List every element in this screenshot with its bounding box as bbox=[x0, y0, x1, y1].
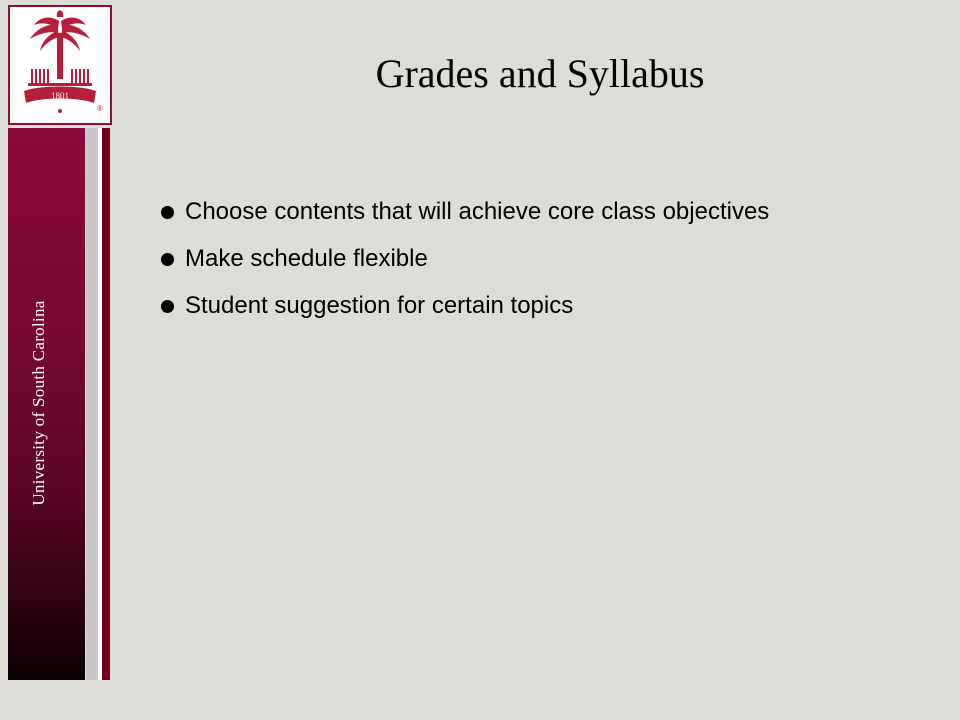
institution-name: University of South Carolina bbox=[29, 300, 48, 506]
svg-text:1801: 1801 bbox=[51, 91, 69, 101]
slide-title: Grades and Syllabus bbox=[375, 51, 705, 96]
bullet-text: Make schedule flexible bbox=[185, 245, 428, 272]
sidebar-stripe-garnet bbox=[102, 128, 110, 680]
svg-text:®: ® bbox=[97, 104, 103, 113]
bullet-item bbox=[160, 196, 840, 228]
bullet-dot-icon bbox=[161, 300, 174, 313]
bullet-item bbox=[160, 290, 840, 322]
sidebar-stripe-gray bbox=[86, 128, 98, 680]
bullet-text: Student suggestion for certain topics bbox=[185, 292, 574, 319]
bullet-text: Choose contents that will achieve core class objectives bbox=[185, 198, 770, 225]
bullet-item bbox=[160, 243, 840, 275]
bullet-dot-icon bbox=[161, 206, 174, 219]
bullet-list bbox=[160, 196, 840, 337]
bullet-dot-icon bbox=[161, 253, 174, 266]
